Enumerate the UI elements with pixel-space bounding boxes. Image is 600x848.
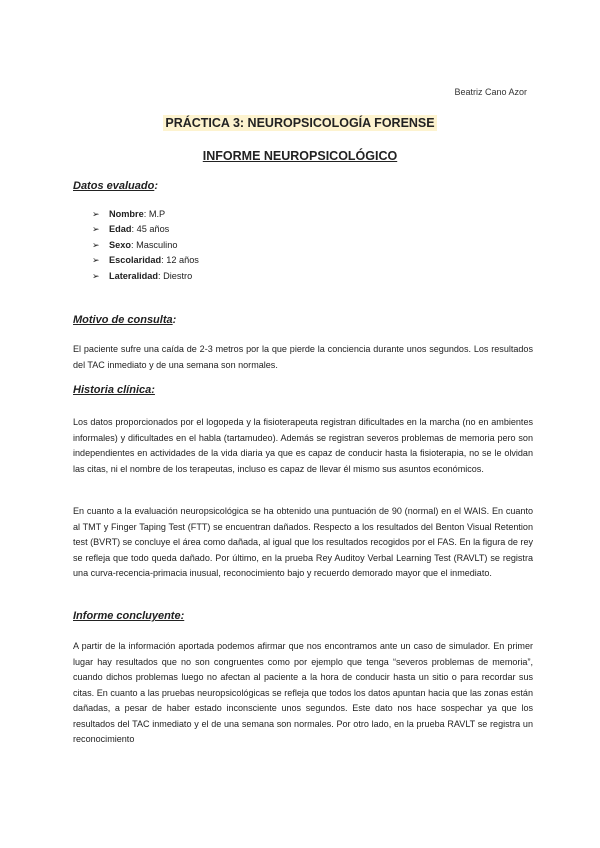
data-label: Edad bbox=[109, 224, 132, 235]
datos-heading: Datos evaluado bbox=[73, 180, 155, 192]
author-name: Beatriz Cano Azor bbox=[454, 87, 527, 97]
list-item: ➢ Sexo: Masculino bbox=[92, 238, 199, 253]
arrow-bullet-icon: ➢ bbox=[92, 239, 100, 250]
data-label: Nombre bbox=[109, 209, 144, 219]
data-value: Masculino bbox=[136, 239, 178, 250]
motivo-paragraph: El paciente sufre una caída de 2-3 metros por la que pierde la conciencia durante unos segundos. Los resultados del TAC inmediato y de una semana son normales. bbox=[73, 344, 533, 370]
data-value: 45 años bbox=[136, 224, 170, 235]
historia-heading: Historia clínica: bbox=[73, 384, 155, 396]
data-value: Diestro bbox=[163, 270, 193, 281]
page-title-wrapper bbox=[0, 114, 600, 132]
list-item: ➢ Nombre: M.P bbox=[92, 207, 199, 222]
informe-heading-wrapper bbox=[73, 610, 184, 622]
arrow-bullet-icon: ➢ bbox=[92, 270, 100, 281]
historia-paragraph-1: Los datos proporcionados por el logopeda y la fisioterapeuta registran dificultades en la marcha (no en ambientes informales) y dificultades en el habla (tartamudeo). Además se registran severos problemas de memoria pero son independientes en actividades de la vida diaria ya que es capaz de conducir hasta la fisioterapia, no se le olvidan las citas, ni el nombre de los terapeutas, incluso es capaz de llevar él mismo sus asuntos económicos. bbox=[73, 417, 533, 474]
motivo-heading-wrapper: Motivo de consulta: bbox=[73, 314, 177, 326]
list-item: ➢ Escolaridad: 12 años bbox=[92, 253, 199, 268]
arrow-bullet-icon: ➢ bbox=[92, 224, 100, 235]
list-item: ➢ Lateralidad: Diestro bbox=[92, 269, 199, 284]
informe-paragraph: A partir de la información aportada podemos afirmar que nos encontramos ante un caso de simulador. En primer lugar hay resultados que no son congruentes como por ejemplo que tenga “severos problemas de memoria”, cuando dichos problemas luego no afectan al paciente a la hora de conducir hasta un sitio o para recordar sus citas. En cuanto a las pruebas neuropsicológicas se refleja que todos los datos apuntan hacia que las zonas están dañadas, a pesar de haber estado inconsciente unos segundos. Este dato nos hace sospechar ya que los resultados del TAC inmediato y el de una semana son normales. Por otro lado, en la prueba RAVLT se registra un reconocimiento bbox=[73, 641, 533, 744]
patient-data-list bbox=[92, 207, 199, 284]
arrow-bullet-icon: ➢ bbox=[92, 255, 100, 266]
data-label: Sexo bbox=[109, 239, 131, 250]
list-item: ➢ Edad: 45 años bbox=[92, 222, 199, 237]
data-value: M.P bbox=[148, 209, 166, 219]
datos-heading-wrapper: Datos evaluado: bbox=[73, 180, 158, 192]
page-title: PRÁCTICA 3: NEUROPSICOLOGÍA FORENSE bbox=[165, 116, 435, 130]
arrow-bullet-icon: ➢ bbox=[92, 209, 100, 219]
report-subtitle: INFORME NEUROPSICOLÓGICO bbox=[202, 149, 398, 163]
data-value: 12 años bbox=[166, 255, 199, 266]
data-label: Escolaridad bbox=[109, 255, 162, 266]
data-label: Lateralidad bbox=[109, 270, 159, 281]
informe-heading: Informe concluyente: bbox=[73, 610, 185, 622]
historia-paragraph-2: En cuanto a la evaluación neuropsicológica se ha obtenido una puntuación de 90 (normal) en el WAIS. En cuanto al TMT y Finger Taping Test (FTT) se encuentran dañados. Respecto a los resultados del Benton Visual Retention test (BVRT) se concluye el área como dañada, al igual que los resultados recogidos por el FAS. En la figura de rey se refleja que todo queda dañado. Por último, en la prueba Rey Auditoy Verbal Learning Test (RAVLT) se registra una curva-recencia-primacia inusual, reconocimiento bajo y recuerdo demorado mayor que el inmediato. bbox=[73, 506, 533, 578]
historia-heading-wrapper bbox=[73, 384, 155, 396]
motivo-heading: Motivo de consulta bbox=[73, 314, 173, 326]
